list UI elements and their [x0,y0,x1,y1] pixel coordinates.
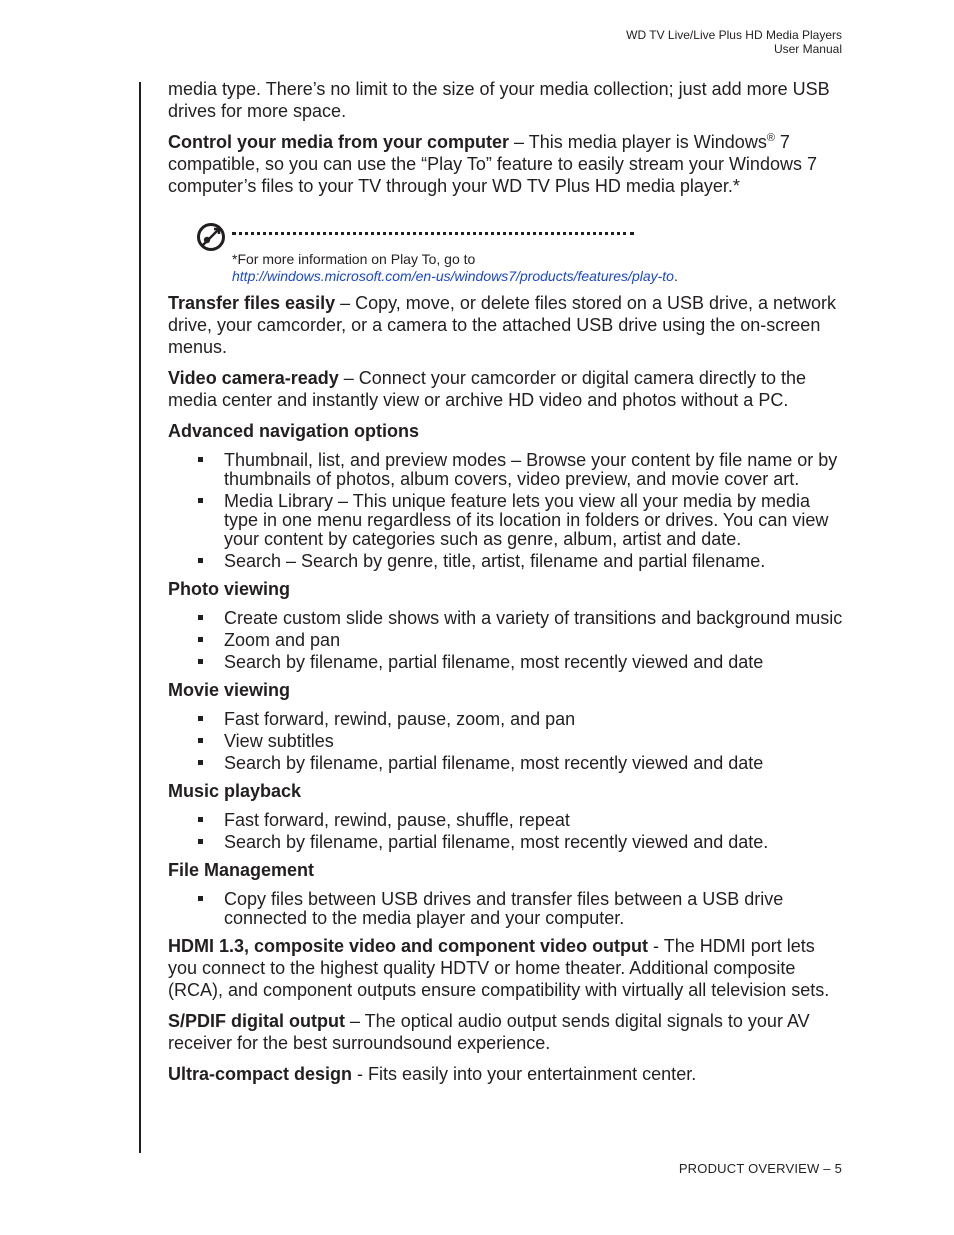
control-text-after: 7 compatible, so you can use the “Play To” feature to easily stream your Windows 7 computer’s files to your TV through your WD TV Plus HD media player.* [168,132,817,196]
control-title: Control your media from your computer [168,132,510,152]
spdif-text: – The optical audio output sends digital signals to your AV receiver for the best surroundsound experience. [168,1011,810,1053]
header-subtitle: User Manual [773,42,842,56]
photo-list [168,609,844,672]
video-text: – Connect your camcorder or digital camera directly to the media center and instantly view or archive HD video and photos without a PC. [168,368,806,410]
note-text: *For more information on Play To, go to [232,251,476,267]
hdmi-text: - The HDMI port lets you connect to the highest quality HDTV or home theater. Additional composite (RCA), and component outputs ensure compatibility with virtually all television sets. [168,936,830,1000]
list-item: Copy files between USB drives and transfer files between a USB drive connected to the media player and your computer. [168,890,844,928]
intro-paragraph: media type. There’s no limit to the size of your media collection; just add more USB drives for more space. [168,79,830,121]
note-dotted-divider [232,232,634,235]
hdmi-title: HDMI 1.3, composite video and component video output [168,936,649,956]
transfer-title: Transfer files easily [168,293,336,313]
note-link-suffix: . [673,268,678,284]
margin-change-bar [139,82,141,1153]
header-title: WD TV Live/Live Plus HD Media Players [626,28,842,42]
list-item: Search by filename, partial filename, most recently viewed and date [168,754,844,773]
transfer-text: – Copy, move, or delete files stored on a USB drive, a network drive, your camcorder, or a camera to the attached USB drive using the on-screen menus. [168,293,837,357]
footer-separator: – [819,1161,835,1176]
section-heading-navigation: Advanced navigation options [168,421,420,441]
note-box [168,206,844,286]
list-item: Thumbnail, list, and preview modes – Browse your content by file name or by thumbnails of photos, album covers, video preview, and movie cover art. [168,451,844,489]
list-item: View subtitles [168,732,844,751]
video-paragraph [168,367,844,411]
list-item: Search by filename, partial filename, most recently viewed and date [168,653,844,672]
registered-mark: ® [766,132,775,144]
control-text-before: – This media player is Windows [509,132,767,152]
section-heading-file-management: File Management [168,860,315,880]
note-icon [196,222,226,252]
file-management-list [168,890,844,928]
movie-list [168,710,844,773]
list-item: Create custom slide shows with a variety of transitions and background music [168,609,844,628]
video-title: Video camera-ready [168,368,339,388]
page-footer [679,1161,842,1176]
page-content [168,78,844,1094]
music-list [168,811,844,852]
page-header [626,28,842,56]
transfer-paragraph [168,292,844,358]
list-item: Zoom and pan [168,631,844,650]
section-heading-music: Music playback [168,781,302,801]
note-link-line [232,268,678,285]
navigation-list [168,451,844,571]
list-item: Search by filename, partial filename, most recently viewed and date. [168,833,844,852]
section-heading-photo: Photo viewing [168,579,291,599]
footer-section: PRODUCT OVERVIEW [678,1161,820,1176]
spdif-title: S/PDIF digital output [168,1011,345,1031]
spdif-paragraph [168,1010,844,1054]
list-item: Search – Search by genre, title, artist, filename and partial filename. [168,552,844,571]
compact-paragraph [168,1063,844,1085]
control-paragraph [168,131,844,197]
note-text-block [232,251,678,285]
play-to-link[interactable]: http://windows.microsoft.com/en-us/windows7/products/features/play-to [232,268,674,284]
list-item: Fast forward, rewind, pause, zoom, and pan [168,710,844,729]
section-heading-movie: Movie viewing [168,680,291,700]
page-number: 5 [834,1161,842,1176]
list-item: Fast forward, rewind, pause, shuffle, repeat [168,811,844,830]
hdmi-paragraph [168,935,844,1001]
list-item: Media Library – This unique feature lets you view all your media by media type in one menu regardless of its location in folders or drives. You can view your content by categories such as genre, album, artist and date. [168,492,844,549]
compact-text: - Fits easily into your entertainment center. [352,1064,697,1084]
compact-title: Ultra-compact design [168,1064,353,1084]
